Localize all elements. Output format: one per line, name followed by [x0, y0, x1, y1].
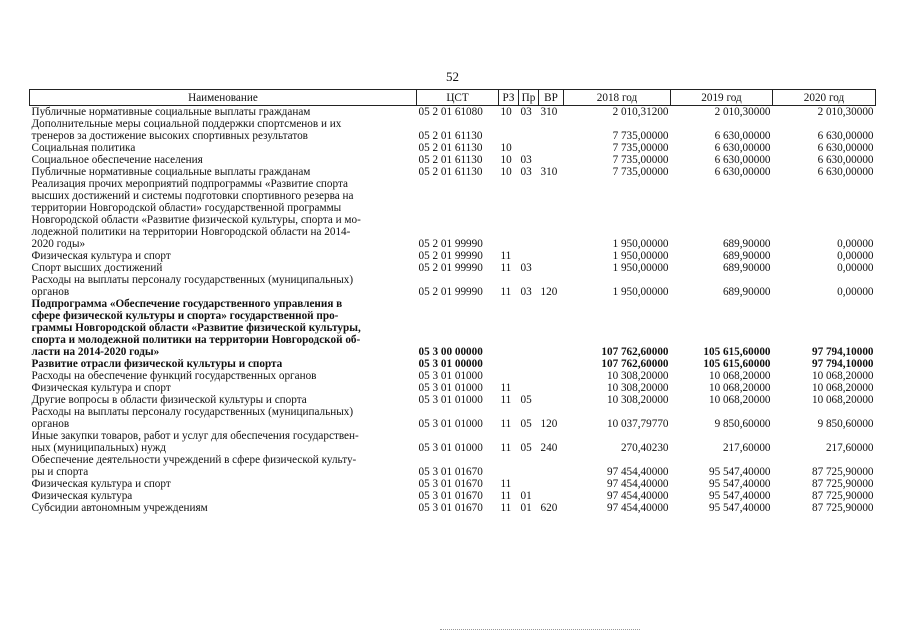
cell-pr: 05: [520, 394, 532, 406]
cell-vr: [539, 142, 564, 154]
cell-2019: 6 630,00000: [714, 142, 771, 154]
header-2020: 2020 год: [773, 90, 876, 106]
cell-cst: 05 3 01 01000: [418, 370, 483, 382]
cell-name: Физическая культура и спорт: [31, 382, 171, 394]
table-row: [30, 142, 876, 154]
cell-2020: 87 725,90000: [811, 490, 874, 502]
table-row: [30, 394, 876, 406]
cell-name: Расходы на обеспечение функций государственных органов: [31, 370, 317, 382]
cell-pr: [519, 358, 539, 370]
cell-2019: 6 630,00000: [714, 154, 771, 166]
table-row: [30, 502, 876, 514]
table-header-row: [30, 90, 876, 106]
cell-2018: 1 950,00000: [612, 262, 669, 274]
cell-rz: [499, 178, 519, 250]
cell-2018: 10 308,20000: [606, 370, 669, 382]
cell-2019: 689,90000: [722, 262, 771, 274]
cell-2020: 6 630,00000: [817, 154, 874, 166]
table-row: [30, 274, 876, 298]
cell-pr: 05: [520, 442, 532, 454]
cell-2018: 7 735,00000: [612, 130, 669, 142]
cell-2018: 270,40230: [620, 442, 669, 454]
cell-2020: 10 068,20000: [811, 394, 874, 406]
cell-rz: 10: [500, 166, 512, 178]
cell-name: Обеспечение деятельности учреждений в сфере физической культу- ры и спорта: [31, 454, 357, 478]
cell-rz: 11: [500, 442, 512, 454]
cell-cst: 05 3 01 01000: [418, 382, 483, 394]
cell-name: Иные закупки товаров, работ и услуг для обеспечения государствен- ных (муниципальных) нужд: [31, 430, 359, 454]
cell-name: Физическая культура: [31, 490, 133, 502]
cell-2019: 10 068,20000: [708, 382, 771, 394]
cell-vr: 120: [540, 286, 558, 298]
cell-pr: 01: [520, 502, 532, 514]
cell-2020: 10 068,20000: [811, 370, 874, 382]
cell-2018: 97 454,40000: [606, 490, 669, 502]
cell-name: Спорт высших достижений: [31, 262, 163, 274]
cell-2020: 10 068,20000: [811, 382, 874, 394]
cell-cst: 05 3 01 01000: [418, 394, 483, 406]
cell-name: Субсидии автономным учреждениям: [31, 502, 208, 514]
cell-vr: 120: [540, 418, 558, 430]
cell-name: Публичные нормативные социальные выплаты гражданам: [31, 166, 311, 178]
cell-2018: 1 950,00000: [612, 250, 669, 262]
cell-2019: 95 547,40000: [708, 466, 771, 478]
cell-rz: 11: [500, 418, 512, 430]
cell-rz: 11: [500, 394, 512, 406]
cell-rz: 11: [500, 382, 512, 394]
cell-name: Расходы на выплаты персоналу государственных (муниципальных) органов: [31, 406, 354, 430]
table-row: [30, 430, 876, 454]
table-row: [30, 490, 876, 502]
table-row: [30, 262, 876, 274]
cell-2020: 0,00000: [837, 286, 874, 298]
cell-2020: 87 725,90000: [811, 478, 874, 490]
cell-cst: 05 2 01 61130: [418, 166, 483, 178]
cell-vr: [539, 118, 564, 142]
cell-cst: 05 3 01 01670: [418, 478, 483, 490]
cell-cst: 05 2 01 99990: [418, 250, 483, 262]
cell-vr: [539, 394, 564, 406]
header-2018: 2018 год: [564, 90, 671, 106]
cell-2019: 2 010,30000: [714, 106, 771, 118]
cell-2020: 6 630,00000: [817, 166, 874, 178]
cell-cst: 05 3 01 01000: [418, 442, 483, 454]
cell-cst: 05 3 01 01670: [418, 502, 483, 514]
cell-pr: 03: [520, 286, 532, 298]
cell-pr: 01: [520, 490, 532, 502]
cell-rz: [499, 358, 519, 370]
cell-cst: 05 2 01 61080: [418, 106, 483, 118]
cell-cst: 05 2 01 99990: [418, 286, 483, 298]
cell-vr: [539, 490, 564, 502]
cell-name: Социальная политика: [31, 142, 136, 154]
table-row: [30, 250, 876, 262]
cell-name: Реализация прочих мероприятий подпрограммы «Развитие спорта высших достижений и системы подготовки спортивного резерва на территории Новгородской области» государственной программы Новгородской области «Развитие физической культуры, спорта и мо- лодежной политики на территории Новгородской области на 2014- 2020 годы»: [31, 178, 361, 250]
cell-vr: [539, 358, 564, 370]
cell-cst: 05 3 01 01670: [418, 490, 483, 502]
header-name: Наименование: [30, 90, 417, 106]
cell-pr: 03: [520, 166, 532, 178]
cell-2018: 7 735,00000: [612, 154, 669, 166]
cell-rz: 11: [500, 502, 512, 514]
cell-pr: [519, 370, 539, 382]
cell-2018: 10 037,79770: [606, 418, 669, 430]
cell-vr: 310: [540, 106, 558, 118]
table-row: [30, 118, 876, 142]
table-row: [30, 370, 876, 382]
cell-name: Физическая культура и спорт: [31, 250, 171, 262]
cell-2018: 2 010,31200: [612, 106, 669, 118]
cell-2018: 97 454,40000: [606, 478, 669, 490]
cell-pr: [519, 454, 539, 478]
cell-cst: 05 2 01 99990: [418, 262, 483, 274]
cell-2018: 97 454,40000: [606, 502, 669, 514]
page-number: 52: [446, 69, 459, 84]
cell-2020: 9 850,60000: [817, 418, 874, 430]
cell-name: Другие вопросы в области физической культуры и спорта: [31, 394, 307, 406]
cell-pr: [519, 118, 539, 142]
cell-name: Подпрограмма «Обеспечение государственного управления в сфере физической культуры и спорта» государственной про- граммы Новгородской области «Развитие физической культуры, спорта и молодежной политики на территории Новгородской об- ласти на 2014-2020 годы»: [31, 298, 361, 358]
cell-2019: 10 068,20000: [708, 370, 771, 382]
cell-rz: 11: [500, 262, 512, 274]
cell-2018: 1 950,00000: [612, 238, 669, 250]
cell-rz: 11: [500, 490, 512, 502]
cell-vr: 620: [540, 502, 558, 514]
cell-2019: 10 068,20000: [708, 394, 771, 406]
table-row: [30, 454, 876, 478]
cell-2018: 7 735,00000: [612, 166, 669, 178]
cell-2020: 97 794,10000: [811, 346, 874, 358]
cell-2019: 9 850,60000: [714, 418, 771, 430]
cell-cst: 05 3 00 00000: [418, 346, 483, 358]
cell-2019: 95 547,40000: [708, 502, 771, 514]
cell-2020: 6 630,00000: [817, 142, 874, 154]
cell-pr: [519, 298, 539, 358]
cell-pr: 05: [520, 418, 532, 430]
cell-pr: 03: [520, 154, 532, 166]
cell-2018: 107 762,60000: [601, 358, 669, 370]
cell-name: Публичные нормативные социальные выплаты гражданам: [31, 106, 311, 118]
cell-vr: [539, 262, 564, 274]
cell-2019: 95 547,40000: [708, 478, 771, 490]
cell-vr: [539, 298, 564, 358]
cell-vr: [539, 154, 564, 166]
table-row: [30, 178, 876, 250]
cell-cst: 05 3 01 01670: [418, 466, 483, 478]
cell-vr: [539, 250, 564, 262]
cell-2019: 6 630,00000: [714, 166, 771, 178]
cell-2019: 689,90000: [722, 286, 771, 298]
cell-rz: [499, 370, 519, 382]
cell-2018: 1 950,00000: [612, 286, 669, 298]
cell-rz: 10: [500, 142, 512, 154]
cell-name: Развитие отрасли физической культуры и спорта: [31, 358, 283, 370]
cell-2019: 95 547,40000: [708, 490, 771, 502]
cell-2018: 97 454,40000: [606, 466, 669, 478]
cell-2020: 0,00000: [837, 262, 874, 274]
cell-vr: [539, 382, 564, 394]
table-row: [30, 298, 876, 358]
cell-pr: [519, 250, 539, 262]
cell-vr: [539, 370, 564, 382]
cell-rz: 10: [500, 106, 512, 118]
cell-cst: 05 3 01 01000: [418, 418, 483, 430]
header-cst: ЦСТ: [417, 90, 499, 106]
cell-vr: [539, 178, 564, 250]
cell-2019: 689,90000: [722, 250, 771, 262]
header-rz: РЗ: [499, 90, 519, 106]
table-row: [30, 154, 876, 166]
cell-2020: 0,00000: [837, 238, 874, 250]
cell-vr: 240: [540, 442, 558, 454]
cell-pr: [519, 478, 539, 490]
cell-vr: 310: [540, 166, 558, 178]
cell-cst: 05 2 01 61130: [418, 154, 483, 166]
scan-artifact: [440, 629, 640, 636]
cell-2020: 2 010,30000: [817, 106, 874, 118]
cell-2019: 105 615,60000: [703, 358, 771, 370]
cell-2018: 107 762,60000: [601, 346, 669, 358]
cell-cst: 05 2 01 99990: [418, 238, 483, 250]
cell-vr: [539, 478, 564, 490]
cell-pr: [519, 142, 539, 154]
cell-rz: 11: [500, 478, 512, 490]
cell-2020: 87 725,90000: [811, 466, 874, 478]
cell-pr: 03: [520, 262, 532, 274]
budget-table: [29, 89, 876, 514]
cell-name: Социальное обеспечение населения: [31, 154, 203, 166]
cell-2019: 689,90000: [722, 238, 771, 250]
cell-pr: 03: [520, 106, 532, 118]
header-pr: Пр: [519, 90, 539, 106]
cell-rz: [499, 454, 519, 478]
cell-2019: 6 630,00000: [714, 130, 771, 142]
cell-vr: [539, 454, 564, 478]
cell-pr: [519, 382, 539, 394]
table-row: [30, 358, 876, 370]
header-vr: ВР: [539, 90, 564, 106]
cell-name: Расходы на выплаты персоналу государственных (муниципальных) органов: [31, 274, 354, 298]
table-row: [30, 478, 876, 490]
cell-rz: 11: [500, 286, 512, 298]
cell-rz: 10: [500, 154, 512, 166]
cell-2020: 87 725,90000: [811, 502, 874, 514]
cell-2020: 217,60000: [825, 442, 874, 454]
table-row: [30, 406, 876, 430]
cell-2020: 97 794,10000: [811, 358, 874, 370]
cell-2019: 105 615,60000: [703, 346, 771, 358]
cell-name: Дополнительные меры социальной поддержки спортсменов и их тренеров за достижение высоких спортивных результатов: [31, 118, 342, 142]
cell-rz: [499, 118, 519, 142]
cell-2019: 217,60000: [722, 442, 771, 454]
table-row: [30, 166, 876, 178]
table-row: [30, 106, 876, 119]
cell-2020: 6 630,00000: [817, 130, 874, 142]
cell-2018: 10 308,20000: [606, 394, 669, 406]
header-2019: 2019 год: [671, 90, 773, 106]
cell-cst: 05 2 01 61130: [418, 130, 483, 142]
cell-2020: 0,00000: [837, 250, 874, 262]
cell-name: Физическая культура и спорт: [31, 478, 171, 490]
cell-rz: [499, 298, 519, 358]
cell-cst: 05 3 01 00000: [418, 358, 483, 370]
cell-2018: 10 308,20000: [606, 382, 669, 394]
cell-rz: 11: [500, 250, 512, 262]
cell-2018: 7 735,00000: [612, 142, 669, 154]
table-row: [30, 382, 876, 394]
cell-cst: 05 2 01 61130: [418, 142, 483, 154]
table-body: [30, 106, 876, 515]
cell-pr: [519, 178, 539, 250]
